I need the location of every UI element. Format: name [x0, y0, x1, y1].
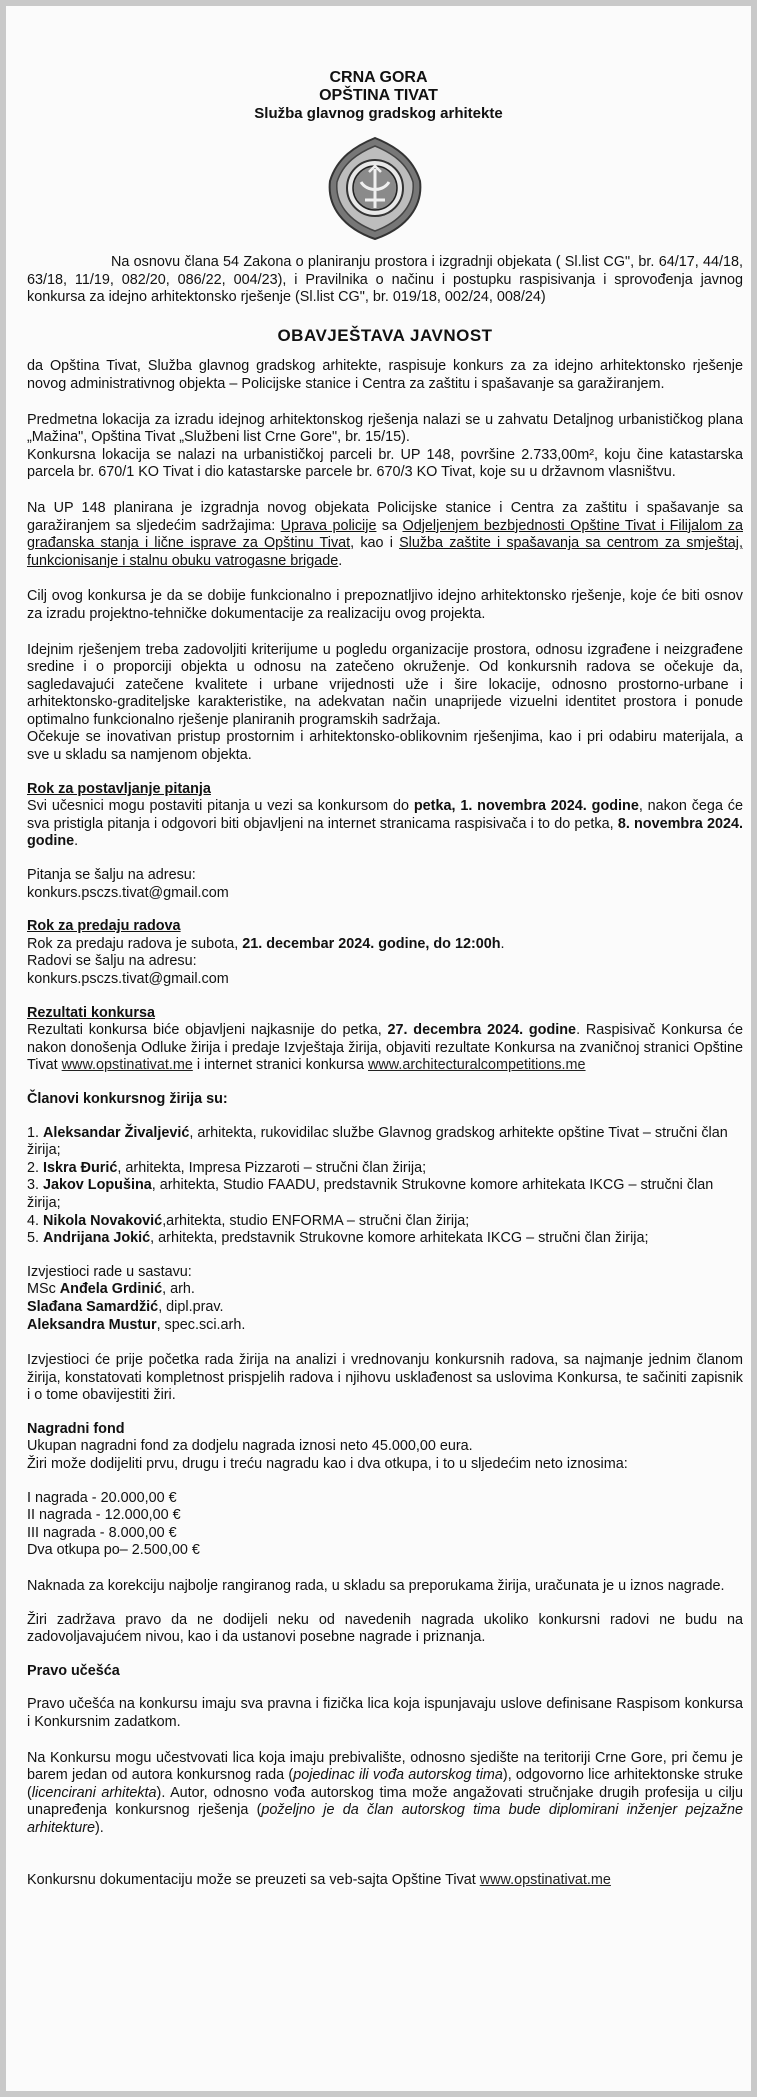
prize-total: Ukupan nagradni fond za dodjelu nagrada iznosi neto 45.000,00 eura. [27, 1438, 473, 1455]
security-department-text: Odjeljenjem bezbjednosti Opštine Tivat i Filijalom za građanska stanja i lične isprave za Opštinu Tivat [27, 517, 743, 552]
submission-email[interactable]: konkurs.psczs.tivat@gmail.com [27, 971, 229, 987]
jury-list [27, 1125, 743, 1248]
participation-heading: Pravo učešća [27, 1662, 120, 1679]
criteria-paragraph: Idejnim rješenjem treba zadovoljiti kriterijume u pogledu organizacije prostora, odnosu izgrađene i neizgrađene sredine i o proporciji objekta u odnosu na zatečeno okruženje. Od konkursnih radova se očekuje da, sagledavajući zatečene kvalitete i urbane vrijednosti uže i šire lokacije, odnosno prostorno-urbane i arhitektonsko-graditeljske karakteristike, na adekvatan način unaprijede vizuelni identitet prostora i ponude optimalno funkcionalno rješenje planiranih programskih sadržaja. [27, 641, 743, 728]
questions-address-label: Pitanja se šalju na adresu: [27, 867, 196, 884]
prize-correction-paragraph: Naknada za korekciju najbolje rangiranog rada, u skladu sa preporukama žirija, uračunata je u iznos nagrade. [27, 1578, 725, 1595]
announcement-title: OBAVJEŠTAVA JAVNOST [277, 325, 493, 345]
municipality-seal-icon [325, 136, 425, 241]
prize-intro: Žiri može dodijeliti prvu, drugu i treću nagradu kao i dva otkupa, i to u sljedećim neto iznosima: [27, 1456, 628, 1473]
submission-address-label: Radovi se šalju na adresu: [27, 953, 197, 970]
list-item: 4. Nikola Novaković,arhitekta, studio ENFORMA – stručni član žirija; [27, 1212, 470, 1229]
prize-rights-paragraph: Žiri zadržava pravo da ne dodijeli neku od navedenih nagrada ukoliko konkursni radovi ne budu na zadovoljavajućem nivou, kao i da ustanovi posebne nagrade i priznanja. [27, 1611, 743, 1646]
documentation-link[interactable]: www.opstinativat.me [479, 1871, 611, 1888]
list-item: III nagrada - 8.000,00 € [27, 1524, 177, 1541]
list-item: I nagrada - 20.000,00 € [27, 1489, 177, 1506]
reports-paragraph: Izvjestioci će prije početka rada žirija na analizi i vrednovanju konkursnih radova, sa najmanje jednim članom žirija, konstatovati kompletnost prispjelih radova i njihovu usklađenost sa uslovima Konkursa, te sačiniti zapisnik i o tome obavijestiti žiri. [27, 1352, 743, 1404]
participation-eligibility-paragraph: Na Konkursu mogu učestvovati lica koja imaju prebivalište, odnosno sjedište na teritoriji Crne Gore, pri čemu je barem jedan od autora konkursnog rada (pojedinac ili vođa autorskog tima), odgovorno lice arhitektonske struke (licencirani arhitekta). Autor, odnosno vođa autorskog tima može angažovati stručnjake drugih profesija u cilju unapređenja konkursnog rješenja (poželjno je da član autorskog tima bude diplomirani inženjer pejzažne arhitekture). [27, 1749, 744, 1836]
goal-paragraph: Cilj ovog konkursa je da se dobije funkcionalno i prepoznatljivo idejno arhitektonsko rješenje, koje će biti osnov za izradu projektno-tehničke dokumentacije za realizaciju ovog projekta. [27, 588, 743, 622]
announcement-body [27, 254, 743, 1889]
submission-deadline: Rok za predaju radova je subota, 21. decembar 2024. godine, do 12:00h. [27, 935, 505, 952]
header-municipality: OPŠTINA TIVAT [319, 87, 438, 104]
announce-paragraph: da Opština Tivat, Služba glavnog gradskog arhitekte, raspisuje konkurs za za idejno arhitektonsko rješenje novog administrativnog objekta – Policijske stanice i Centra za zaštitu i spašavanje sa garažiranjem. [27, 358, 743, 392]
list-item: Aleksandra Mustur, spec.sci.arh. [27, 1316, 246, 1333]
list-item: Dva otkupa po– 2.500,00 € [27, 1542, 200, 1559]
police-department-text: Uprava policije [280, 517, 377, 534]
up148-paragraph: Na UP 148 planirana je izgradnja novog objekata Policijske stanice i Centra za zaštitu i spašavanje sa garažiranjem sa sljedećim sadržajima: Uprava policije sa Odjeljenjem bezbjednosti Opštine Tivat i Filijalom za građanska stanja i lične isprave za Opštinu Tivat, kao i Služba zaštite i spašavanja sa centrom za smještaj, funkcionisanje i stalnu obuku vatrogasne brigade. [27, 499, 743, 569]
intro-paragraph: Na osnovu člana 54 Zakona o planiranju prostora i izgradnji objekata ( Sl.list CG", br. 64/17, 44/18, 63/18, 11/19, 082/20, 086/22, 004/23), i Pravilnika o načinu i postupku raspisivanja i sprovođenja javnog konkursa za idejno arhitektonsko rješenje (Sl.list CG", br. 019/18, 002/24, 008/24) [27, 254, 743, 306]
submission-heading: Rok za predaju radova [27, 918, 181, 935]
list-item: 1. Aleksandar Živaljević, arhitekta, rukovidilac službe Glavnog gradskog arhitekte opštine Tivat – stručni član žirija; [27, 1124, 728, 1159]
list-item: Slađana Samardžić, dipl.prav. [27, 1298, 224, 1315]
location-parcel-paragraph: Konkursna lokacija se nalazi na urbanističkoj parceli br. UP 148, površine 2.733,00m², koju čine katastarska parcela br. 670/1 KO Tivat i dio katastarske parcele br. 670/3 KO Tivat, koje su u državnom vlasništvu. [27, 446, 743, 481]
list-item: 2. Iskra Đurić, arhitekta, Impresa Pizzaroti – stručni član žirija; [27, 1159, 427, 1176]
location-paragraph: Predmetna lokacija za izradu idejnog arhitektonskog rješenja nalazi se u zahvatu Detaljnog urbanističkog plana „Mažina", Opština Tivat „Službeni list Crne Gore", br. 15/15). [27, 411, 743, 446]
list-item: 5. Andrijana Jokić, arhitekta, predstavnik Strukovne komore arhitekata IKCG – stručni član žirija; [27, 1230, 649, 1247]
questions-heading: Rok za postavljanje pitanja [27, 780, 211, 797]
questions-email[interactable]: konkurs.psczs.tivat@gmail.com [27, 884, 229, 901]
results-paragraph: Rezultati konkursa biće objavljeni najkasnije do petka, 27. decembra 2024. godine. Raspisivač Konkursa će nakon donošenja Odluke žirija i predaje Izvještaja žirija, objaviti rezultate Konkursa na zvaničnoj stranici Opštine Tivat www.opstinativat.me i internet stranici konkursa www.architecturalcompetitions.me [27, 1022, 743, 1074]
list-item: II nagrada - 12.000,00 € [27, 1507, 181, 1524]
competition-website-link[interactable]: www.architecturalcompetitions.me [368, 1057, 586, 1074]
results-heading: Rezultati konkursa [27, 1004, 155, 1021]
prize-heading: Nagradni fond [27, 1420, 125, 1437]
header-office: Služba glavnog gradskog arhitekte [254, 105, 503, 122]
announcement-page [6, 6, 751, 2091]
participation-paragraph: Pravo učešća na konkursu imaju sva pravna i fizička lica koja ispunjavaju uslove definisane Raspisom konkursa i Konkursnim zadatkom. [27, 1696, 743, 1730]
questions-paragraph: Svi učesnici mogu postaviti pitanja u vezi sa konkursom do petka, 1. novembra 2024. godine, nakon čega će sva pristigla pitanja i odgovori biti objavljeni na internet stranicama raspisivača i to do petka, 8. novembra 2024. godine. [27, 798, 743, 850]
jury-heading: Članovi konkursnog žirija su: [27, 1090, 228, 1107]
reporters-label: Izvjestioci rade u sastavu: [27, 1263, 192, 1280]
list-item: 3. Jakov Lopušina, arhitekta, Studio FAADU, predstavnik Strukovne komore arhitekata IKCG – stručni član žirija; [27, 1177, 714, 1211]
prize-list [27, 1490, 743, 1560]
list-item: MSc Anđela Grdinić, arh. [27, 1281, 195, 1298]
municipality-website-link[interactable]: www.opstinativat.me [61, 1057, 193, 1074]
rescue-service-text: Služba zaštite i spašavanja sa centrom za smještaj, funkcionisanje i stalnu obuku vatrogasne brigade [27, 535, 743, 569]
header-country: CRNA GORA [329, 69, 428, 86]
documentation-paragraph: Konkursnu dokumentaciju može se preuzeti sa veb-sajta Opštine Tivat www.opstinativat.me [27, 1871, 611, 1888]
criteria-paragraph-2: Očekuje se inovativan pristup prostornim i arhitektonsko-oblikovnim rješenjima, kao i pri odabiru materijala, a sve u skladu sa namjenom objekta. [27, 729, 743, 764]
